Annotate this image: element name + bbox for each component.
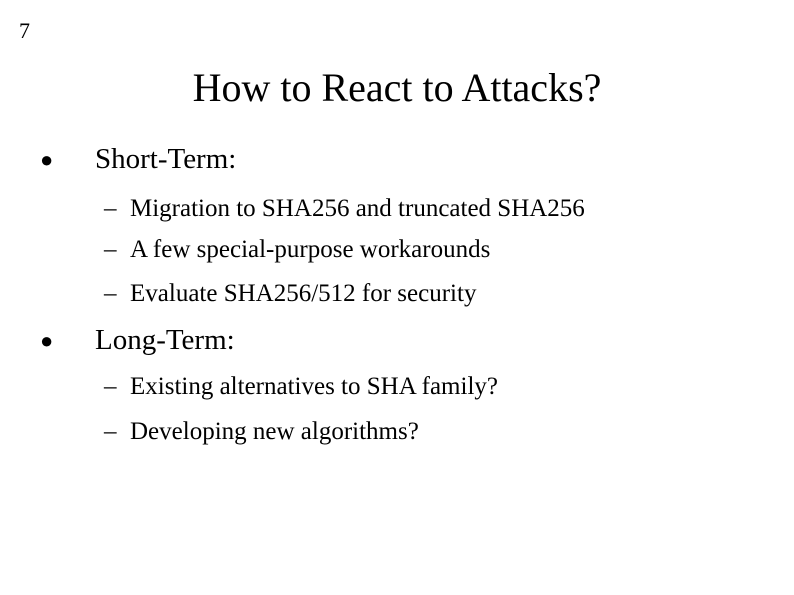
bullet-label: Short-Term: [95, 143, 237, 175]
page-number: 7 [19, 18, 30, 43]
sub-bullet-text: Migration to SHA256 and truncated SHA256 [130, 195, 585, 222]
dash-icon: – [104, 418, 117, 445]
slide-title: How to React to Attacks? [192, 65, 602, 110]
bullet-dot-icon: ● [40, 328, 54, 353]
bullet-label: Long-Term: [95, 324, 235, 356]
dash-icon: – [104, 280, 117, 307]
dash-icon: – [104, 195, 117, 222]
sub-bullet-text: Evaluate SHA256/512 for security [130, 280, 477, 307]
bullet-dot-icon: ● [40, 147, 54, 172]
sub-bullet-text: A few special-purpose workarounds [130, 236, 491, 263]
sub-bullet-text: Existing alternatives to SHA family? [130, 373, 498, 400]
dash-icon: – [104, 373, 117, 400]
dash-icon: – [104, 236, 117, 263]
sub-bullet-text: Developing new algorithms? [130, 418, 419, 445]
